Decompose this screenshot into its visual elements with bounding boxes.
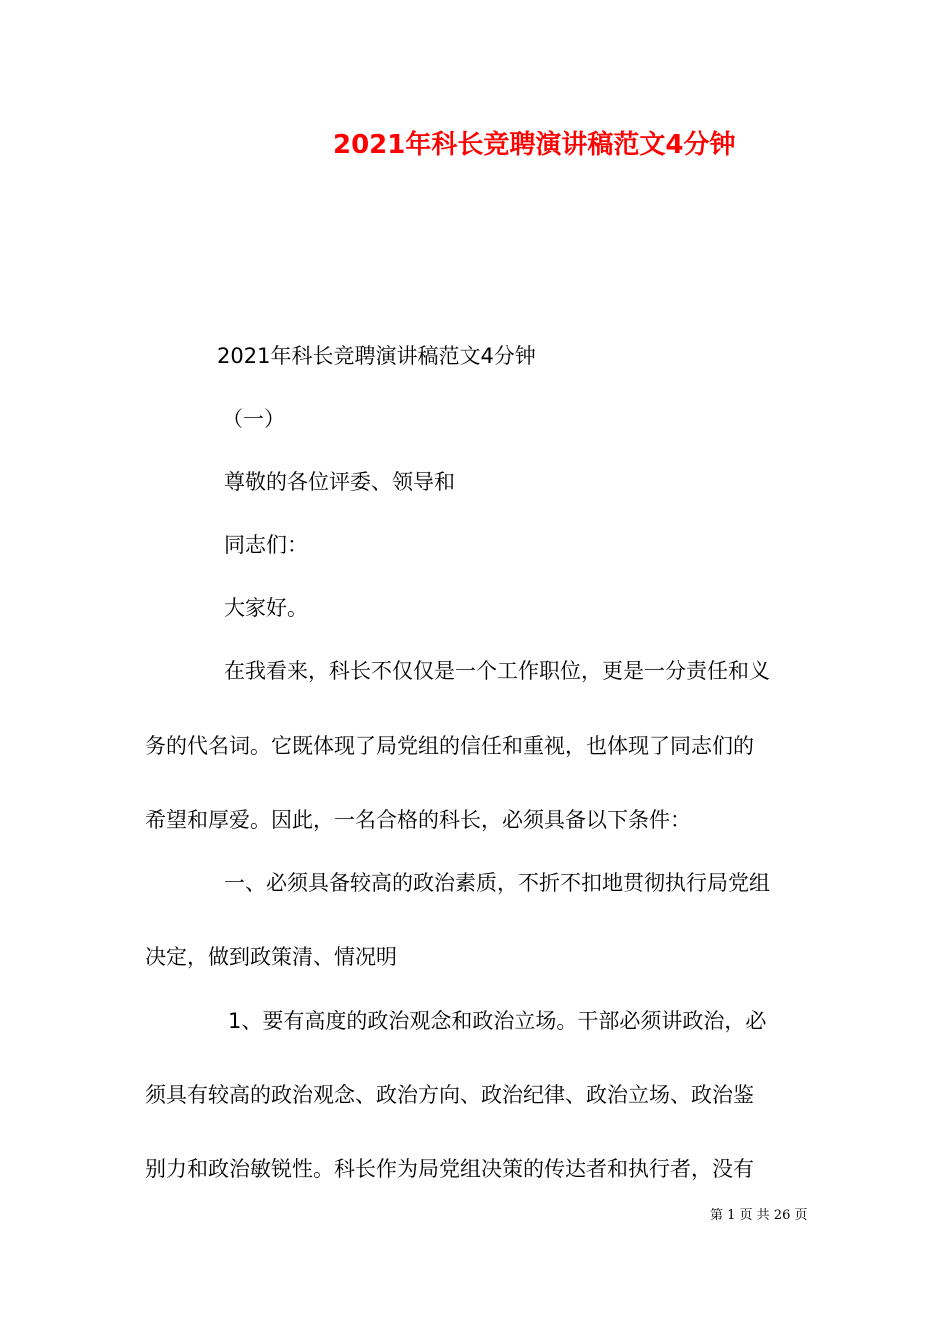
body-line: 希望和厚爱。因此，一名合格的科长，必须具备以下条件： <box>145 808 691 832</box>
document-title: 2021年科长竞聘演讲稿范文4分钟 <box>333 130 736 160</box>
body-line-greeting: 大家好。 <box>224 596 308 620</box>
body-line-salutation-cont: 同志们： <box>224 533 308 557</box>
body-line: 决定，做到政策清、情况明 <box>145 945 397 969</box>
body-line-subtitle: 2021年科长竞聘演讲稿范文4分钟 <box>217 344 536 368</box>
body-line: 务的代名词。它既体现了局党组的信任和重视，也体现了同志们的 <box>145 734 754 758</box>
body-line: 一、必须具备较高的政治素质，不折不扣地贯彻执行局党组 <box>224 871 770 895</box>
body-line: 1、要有高度的政治观念和政治立场。干部必须讲政治，必 <box>228 1009 767 1033</box>
body-line-section-marker: （一） <box>222 407 285 431</box>
body-line-salutation: 尊敬的各位评委、领导和 <box>224 470 455 494</box>
body-line: 在我看来，科长不仅仅是一个工作职位，更是一分责任和义 <box>224 659 770 683</box>
body-line: 须具有较高的政治观念、政治方向、政治纪律、政治立场、政治鉴 <box>145 1083 754 1107</box>
body-line: 别力和政治敏锐性。科长作为局党组决策的传达者和执行者，没有 <box>145 1157 754 1181</box>
page-number-footer: 第 1 页 共 26 页 <box>710 1208 808 1223</box>
